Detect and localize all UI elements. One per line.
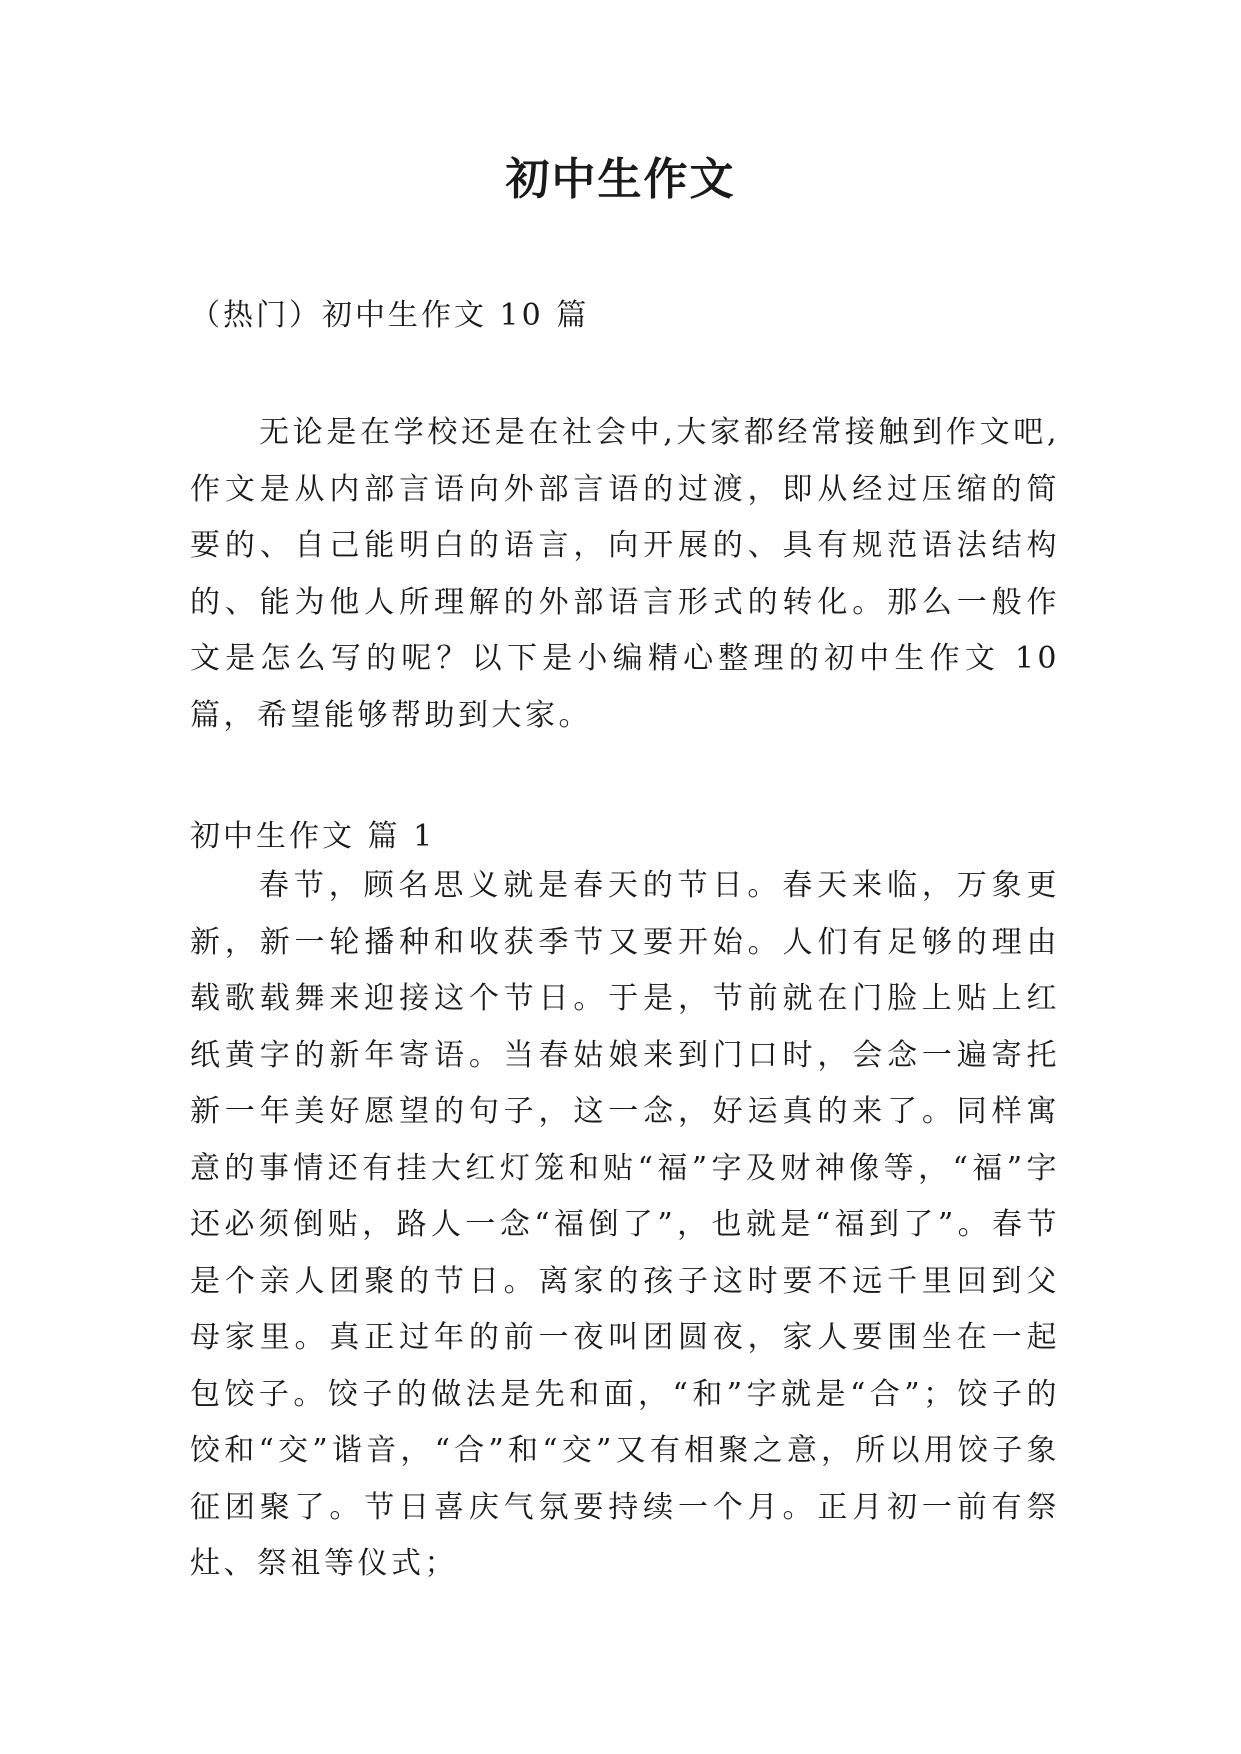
section-heading: 初中生作文 篇 1 (190, 819, 436, 854)
intro-section (190, 405, 1060, 744)
document-subtitle: （热门）初中生作文 10 篇 (190, 298, 590, 333)
document-title: 初中生作文 (505, 154, 736, 205)
section-paragraph: 春节，顾名思义就是春天的节日。春天来临，万象更新，新一轮播种和收获季节又要开始。人们有足够的理由载歌载舞来迎接这个节日。于是，节前就在门脸上贴上红纸黄字的新年寄语。当春姑娘来到门口时，会念一遍寄托新一年美好愿望的句子，这一念，好运真的来了。同样寓意的事情还有挂大红灯笼和贴“福”字及财神像等，“福”字还必须倒贴，路人一念“福倒了”，也就是“福到了”。春节是个亲人团聚的节日。离家的孩子这时要不远千里回到父母家里。真正过年的前一夜叫团圆夜，家人要围坐在一起包饺子。饺子的做法是先和面，“和”字就是“合”；饺子的饺和“交”谐音，“合”和“交”又有相聚之意，所以用饺子象征团聚了。节日喜庆气氛要持续一个月。正月初一前有祭灶、祭祖等仪式； (190, 868, 1060, 1581)
section-body (190, 858, 1060, 1593)
intro-paragraph: 无论是在学校还是在社会中,大家都经常接触到作文吧,作文是从内部言语向外部言语的过渡，即从经过压缩的简要的、自己能明白的语言，向开展的、具有规范语法结构的、能为他人所理解的外部语言形式的转化。那么一般作文是怎么写的呢？以下是小编精心整理的初中生作文 10 篇，希望能够帮助到大家。 (190, 415, 1060, 733)
